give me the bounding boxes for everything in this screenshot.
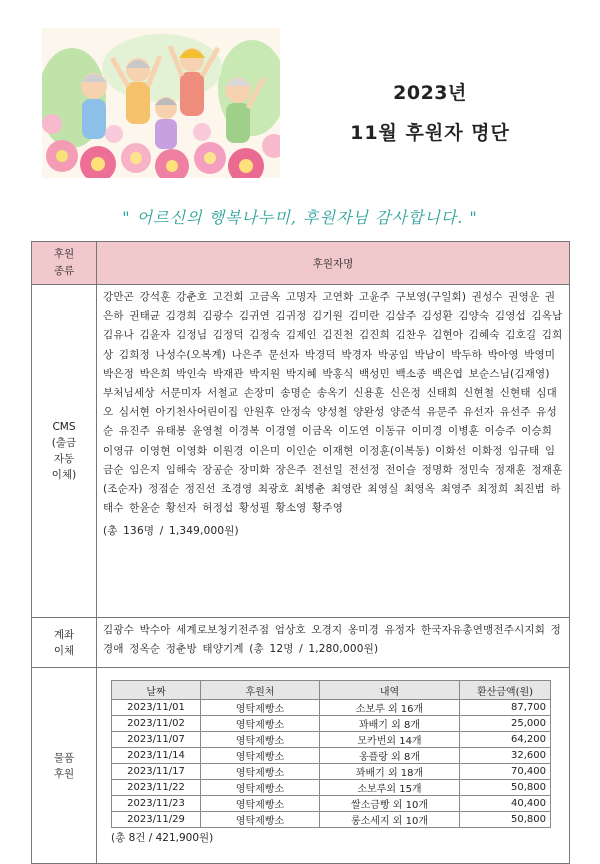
goods-amount: 50,800 [460, 780, 551, 796]
goods-item: 꽈배기 외 18개 [320, 764, 460, 780]
table-row [112, 716, 551, 732]
goods-date: 2023/11/17 [112, 764, 201, 780]
goods-item: 모카번외 14개 [320, 732, 460, 748]
table-row [112, 796, 551, 812]
cms-category [32, 285, 97, 618]
col-header-type-line2: 종류 [53, 265, 75, 277]
cms-row [32, 285, 570, 618]
cms-category-line3: 자동 [53, 453, 75, 465]
cms-names-cell [97, 285, 570, 618]
goods-summary: (총 8건 / 421,900원) [111, 832, 214, 844]
goods-amount: 64,200 [460, 732, 551, 748]
cms-category-line4: 이체) [51, 469, 77, 481]
goods-col-sponsor: 후원처 [201, 681, 320, 700]
report-year: 2023년 [393, 82, 467, 104]
table-row [112, 748, 551, 764]
cms-summary: (총 136명 / 1,349,000원) [103, 525, 239, 538]
elderly-flowers-illustration [42, 28, 280, 178]
account-category [32, 618, 97, 668]
table-row [112, 700, 551, 716]
goods-col-date: 날짜 [112, 681, 201, 700]
goods-amount: 32,600 [460, 748, 551, 764]
account-category-line1: 계좌 [53, 628, 75, 641]
goods-sponsor: 영탁제빵소 [201, 764, 320, 780]
goods-table [111, 680, 551, 828]
goods-amount: 25,000 [460, 716, 551, 732]
table-row [112, 780, 551, 796]
cms-category-line1: CMS [52, 421, 76, 433]
cms-names: 강만곤 강석훈 강춘호 고건회 고금옥 고명자 고연화 고윤주 구보영(구일회) 권성수 권영운 권은하 권태균 김경희 김광수 김귀연 김귀정 김기원 김미란 김삼주 김성환 김양숙 김영섭 김옥남 김유나 김윤자 김정님 김정덕 김정숙 김제인 김진천 김진희 김찬우 김현아 김혜숙 김호길 김희상 김희정 나성수(오복계) 나은주 문선자 박경덕 박경자 박공임 박남이 박두하 박아영 박영미 박은정 박은희 박인숙 박재관 박지원 박지혜 박홍식 백성민 백소종 백은엽 보순스님(김재영) 부처님세상 서문미자 서철교 손장미 송명순 송옥기 신용훈 신은정 신태희 신현철 신현태 심대오 심서현 아기천사어린이집 안원후 안정숙 양성철 양완성 양준석 유문주 유선자 유선주 유성순 유진주 유태봉 윤영철 이경복 이경열 이금옥 이도연 이동규 이미경 이병훈 이승주 이승희 이영규 이영현 이영화 이원경 이은미 이인순 이재현 이정훈(이복동) 이화선 이화정 임규태 임금순 임은지 임해숙 장공순 장미화 장은주 전선일 전선정 전이슬 정명화 정민숙 정재훈 정재훈(조순자) 정점순 정진선 조경영 최광호 최병춘 최영란 최영실 최영옥 최영주 최정희 최진범 하태수 한윤순 황선자 허정섭 황성필 황소영 황주영 [103, 291, 563, 515]
goods-category-line2: 후원 [53, 767, 75, 780]
goods-table-body [112, 700, 551, 828]
goods-category [32, 668, 97, 864]
goods-sponsor: 영탁제빵소 [201, 700, 320, 716]
account-row [32, 618, 570, 668]
goods-date: 2023/11/29 [112, 812, 201, 828]
goods-amount: 50,800 [460, 812, 551, 828]
goods-cell [97, 668, 570, 864]
goods-item: 소보루외 15개 [320, 780, 460, 796]
goods-item: 옹플랑 외 8개 [320, 748, 460, 764]
goods-sponsor: 영탁제빵소 [201, 796, 320, 812]
sponsor-table [31, 241, 570, 864]
goods-sponsor: 영탁제빵소 [201, 716, 320, 732]
table-row [112, 812, 551, 828]
goods-row [32, 668, 570, 864]
goods-amount: 87,700 [460, 700, 551, 716]
account-names: 김광수 박수아 세계로보청기전주점 엄상호 오경지 옹미경 유정자 한국자유총연맹전주시지회 정경애 정옥순 정춘방 태양기계 (총 12명 / 1,280,000원) [103, 624, 562, 656]
col-header-type-line1: 후원 [53, 248, 75, 260]
goods-amount: 40,400 [460, 796, 551, 812]
page-title: 11월 후원자 명단 [350, 122, 510, 144]
account-category-line2: 이체 [53, 644, 75, 657]
col-header-names: 후원자명 [97, 242, 570, 285]
table-row [112, 764, 551, 780]
goods-item: 롱소세지 외 10개 [320, 812, 460, 828]
goods-item: 꽈배기 외 8개 [320, 716, 460, 732]
goods-sponsor: 영탁제빵소 [201, 780, 320, 796]
goods-date: 2023/11/02 [112, 716, 201, 732]
goods-date: 2023/11/07 [112, 732, 201, 748]
slogan: " 어르신의 행복나누미, 후원자님 감사합니다. " [122, 208, 478, 227]
goods-header-row [112, 681, 551, 700]
goods-amount: 70,400 [460, 764, 551, 780]
goods-item: 소보루 외 16개 [320, 700, 460, 716]
account-names-cell [97, 618, 570, 668]
table-row [112, 732, 551, 748]
goods-date: 2023/11/22 [112, 780, 201, 796]
goods-sponsor: 영탁제빵소 [201, 812, 320, 828]
col-header-type [32, 242, 97, 285]
goods-col-item: 내역 [320, 681, 460, 700]
goods-category-line1: 물품 [53, 751, 75, 764]
goods-sponsor: 영탁제빵소 [201, 748, 320, 764]
goods-date: 2023/11/14 [112, 748, 201, 764]
table-header-row [32, 242, 570, 285]
goods-date: 2023/11/23 [112, 796, 201, 812]
goods-date: 2023/11/01 [112, 700, 201, 716]
cms-category-line2: (출금 [51, 437, 77, 449]
goods-item: 쌀소금빵 외 10개 [320, 796, 460, 812]
goods-col-amount: 환산금액(원) [460, 681, 551, 700]
goods-sponsor: 영탁제빵소 [201, 732, 320, 748]
